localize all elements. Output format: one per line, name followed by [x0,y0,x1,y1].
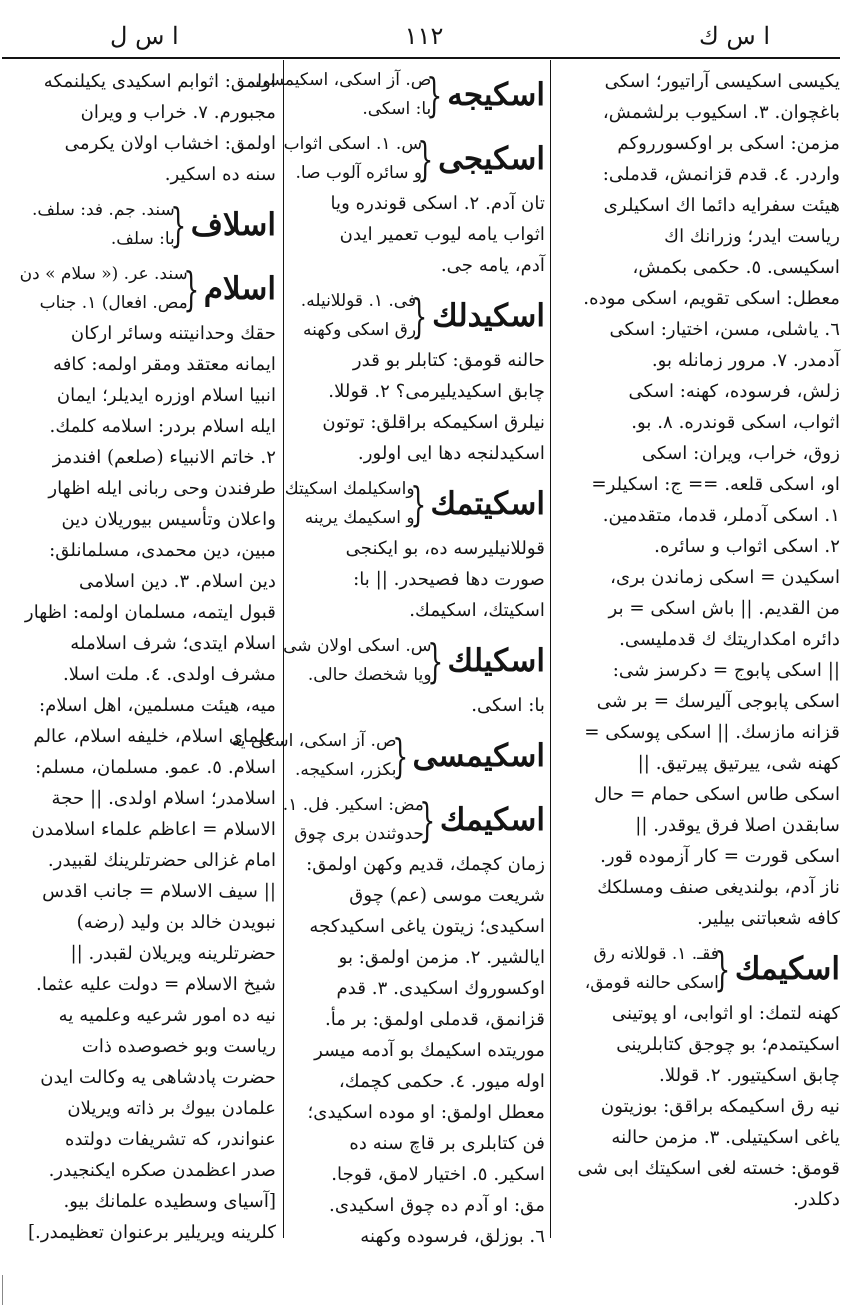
text-block [8,318,276,1248]
text-line: چابق اسکیتیور. ۲. قوللا. [659,1065,840,1086]
page-number: ١١٢ [404,22,444,50]
dictionary-entry [231,727,545,785]
text-line: قزانمق، قدملی اولمق: بر مأ. [324,1009,545,1030]
text-line: نیلرق اسکیمکه براقلق: توتون [322,412,545,433]
text-line: اسکی طاس اسکی حمام = حال [594,784,840,805]
text-line: ویا شخصك حالی. [307,665,432,685]
dictionary-entry [290,287,545,345]
brace-icon: { [391,729,408,783]
text-block [8,66,276,190]
text-line: ص. آز اسکی، اسکیمسی. [250,70,432,90]
text-block [290,188,545,281]
header-left-guide-letters: ا س ل [110,22,179,50]
text-block [556,66,840,934]
text-line: کهنه لتمك: او اثوابی، او پوتینی [611,1003,840,1024]
text-line: مص. افعال) ۱. جناب [39,293,188,313]
text-line: اسلام. ٥. عمو. مسلمان، مسلم: [35,757,276,778]
text-line: ۱. اسکی آدملر، قدما، متقدمین. [602,505,840,526]
text-line: چابق اسکیدیلیرمی؟ ۲. قوللا. [328,381,545,402]
text-line: اسکیسی. ٥. حکمی بکمش، [632,257,840,278]
text-line: زوق، خراب، ویران: اسکی [641,443,840,464]
text-line: باغچوان. ۳. اسکیوب برلشمش، [602,102,840,123]
text-line: کافه شعباتنی بیلیر. [697,908,840,929]
entry-headword: اسکیجه [447,77,545,113]
text-line: ص. آز اسکی، اسکی یه [231,731,397,751]
text-line: اسلامدر؛ اسلام اولدی. || حجة [51,788,276,809]
dictionary-entry [250,66,545,124]
text-line: || اسکی پابوج = دکرسز شی: [612,660,840,681]
text-line: ایمانه معتقد ومقر اولمه: کافه [52,354,276,375]
text-line: صدر اعظمدن صکره ایکنجیدر. [48,1160,276,1181]
text-line: تان آدم. ۲. اسکی قوندره ویا [330,193,545,214]
brace-icon: { [182,262,200,316]
text-line: اولمق: اخشاب اولان یکرمی [64,133,276,154]
text-line: نیه رق اسکیمکه براقق: بوزیتون [600,1096,840,1117]
text-line: من القدیم. || باش اسکی = بر [608,598,840,619]
text-line: نبویدن خالد بن ولید (رضه) [76,912,276,933]
text-line: دکلدر. [793,1189,840,1210]
text-block [556,998,840,1215]
text-line: حالنه قومق: کتابلر بو قدر [352,350,545,371]
text-line: با: سلف. [110,229,175,249]
text-line: ایله اسلام بردر: اسلامه کلمك. [49,416,276,437]
text-line: واردر. ٤. قدم قزانمش، قدملی: [602,164,840,185]
text-line: اسکیدن = اسکی زماندن بری، [610,567,840,588]
brace-icon: { [426,68,443,122]
text-line: ریاست ایدر؛ وزرانك اك [664,226,840,247]
text-line: قوللانیلیرسه ده، بو ایکنجی [345,538,545,559]
text-line: آدمدر. ۷. مرور زمانله بو. [651,350,840,371]
text-line: سنه ده اسکیر. [164,164,276,185]
text-line: مض: اسکیر. فل. ۱. [282,795,424,815]
text-line: قزانه مازسك. || اسکی پوسکی = [584,722,840,743]
text-line: با: اسکی. [471,695,545,716]
text-line: اسکیدلنجه دها ایی اولور. [357,443,545,464]
dictionary-entry [284,475,545,533]
text-line: عنواندر، که تشریفات دولتده [64,1129,276,1150]
dictionary-entry [283,130,545,188]
text-line: قومق: خسته لغی اسکیتك ابی شی [577,1158,840,1179]
text-line: حضرت پادشاهی یه وکالت ایدن [40,1067,276,1088]
entry-headword: اسکیلك [447,643,545,679]
text-line: مق: او آدم ده چوق اسکیدی. [329,1195,545,1216]
text-line: دائره امکداریتك ك قدملیسی. [619,629,840,650]
dictionary-entry [8,196,276,254]
text-line: امام غزالی حضرتلرینك لقبیدر. [47,850,276,871]
brace-icon: { [409,477,426,531]
text-line: مجبورم. ۷. خراب و ویران [80,102,276,123]
text-line: ٦. بوزلق، فرسوده وکهنه [360,1226,545,1247]
text-line: زلش، فرسوده، کهنه: اسکی [628,381,840,402]
text-line: انبیا اسلام اوزره ایدیلر؛ ایمان [56,385,276,406]
brace-icon: { [419,793,436,847]
text-line: اسکیتك، اسکیمك. [409,600,545,621]
text-line: مزمن: اسکی بر اوکسورروکم [617,133,840,154]
text-block [290,533,545,626]
text-line: آدم، یامه جی. [440,255,545,276]
text-line: علمای اسلام، خلیفه اسلام، عالم [33,726,276,747]
entry-headword: اسکیمك [734,951,840,987]
text-line: فقـ. ۱. قوللانه رق [593,944,719,964]
text-line: کهنه شی، ییرتیق پیرتیق. || [637,753,840,774]
column-divider [550,60,551,1238]
text-line: اوکسوروك اسکیدی. ۳. قدم [336,978,545,999]
brace-icon: { [169,198,187,252]
dictionary-entry [556,940,840,998]
text-line: س. اسکی اولان شی [283,636,432,656]
text-line: رق اسکی وکهنه [302,320,417,340]
column-left [8,66,276,1243]
entry-headword: اسلاف [190,207,276,243]
entry-headword: اسکیجی [438,141,545,177]
text-line: نیه ده امور شرعیه وعلمیه یه [58,1005,276,1026]
text-line: شریعت موسی (عم) چوق [349,885,545,906]
text-line: معطل اولمق: او موده اسکیدی؛ [307,1102,545,1123]
entry-headword: اسکیدلك [432,298,545,334]
column-right [556,66,840,1238]
dictionary-entry [8,260,276,318]
text-line: شیخ الاسلام = دولت علیه عثما. [36,974,276,995]
text-line: با: اسکی. [362,99,432,119]
text-line: ریاست وبو خصوصده ذات [81,1036,276,1057]
text-line: ۲. اسکی اثواب و سائره. [654,536,840,557]
text-line: مبین، دین محمدی، مسلمانلق: [49,540,276,561]
text-line: بکزر، اسکیجه. [294,760,397,780]
text-line: اولمق: اثوابم اسکیدی یکیلنمکه [43,71,276,92]
text-line: سند. عر. (« سلام » دن [19,264,188,284]
text-line: میه، هیئت مسلمین، اهل اسلام: [38,695,276,716]
text-line: دین اسلام. ۳. دین اسلامی [79,571,276,592]
text-line: واعلان وتأسیس بیوریلان دین [61,509,276,530]
text-line: معطل: اسکی تقویم، اسکی موده. [583,288,840,309]
text-block [290,345,545,469]
text-line: او، اسکی قلعه. == ج: اسکیلر= [591,474,840,495]
header-rule [2,57,840,59]
entry-headword: اسلام [203,271,276,307]
text-line: حقك وحدانیتنه وسائر ارکان [70,323,276,344]
entry-headword: اسکیمك [439,802,545,838]
text-line: کلرینه ویریلیر برعنوان تعظیمدر.] [27,1222,276,1243]
text-line: ٦. یاشلی، مسن، اختیار: اسکی [609,319,840,340]
text-line: اسکی حالنه قومق، [584,973,719,993]
text-line: س. ۱. اسکی اثواب [283,134,423,154]
text-line: واسکیلمك اسکیتك [284,479,415,499]
text-line: ناز آدم، بولندیغی صنف ومسلکك [597,877,840,898]
entry-headword: اسکیمسی [412,738,545,774]
dictionary-entry [282,791,545,849]
brace-icon: { [714,942,731,996]
text-line: یاغی اسکیتیلی. ۳. مزمن حالنه [611,1127,840,1148]
text-line: اسکیر. ٥. اختیار لامق، قوجا. [331,1164,545,1185]
text-line: || سیف الاسلام = جانب اقدس [42,881,276,902]
text-line: اثواب، اسکی قوندره. ۸. بو. [631,412,840,433]
text-line: علمادن بیوك بر ذاته ویریلان [67,1098,276,1119]
text-line: اوله میور. ٤. حکمی کچمك، [338,1071,545,1092]
text-line: [آسیای وسطیده علمانك بیو. [63,1191,276,1212]
text-line: الاسلام = اعاظم علماء اسلامدن [31,819,276,840]
text-line: مشرف اولدی. ٤. ملت اسلا. [62,664,276,685]
dictionary-entry [283,632,545,690]
text-line: سند. جم. فد: سلف. [31,200,175,220]
text-line: ایالشیر. ۲. مزمن اولمق: بو [338,947,545,968]
text-line: و سائره آلوب صا. [295,163,423,183]
text-line: حضرتلرینه ویریلان لقبدر. || [70,943,276,964]
text-line: اثواب یامه لیوب تعمیر ایدن [339,224,545,245]
text-line: یکیسی اسکیسی آراتیور؛ اسکی [604,71,840,92]
text-line: اسکیدی؛ زیتون یاغی اسکیدکجه [309,916,545,937]
text-line: سابقدن اصلا فرق یوقدر. || [635,815,840,836]
page-header [0,0,848,62]
text-line: اسلام ایتدی؛ شرف اسلامله [70,633,276,654]
text-line: فن کتابلری بر قاچ سنه ده [349,1133,545,1154]
text-line: فی. ۱. قوللانیله. [300,291,417,311]
margin-mark [2,1275,11,1305]
brace-icon: { [417,132,434,186]
text-line: موریتده اسکیمك بو آدمه میسر [314,1040,545,1061]
text-line: صورت دها فصیحدر. || با: [353,569,545,590]
brace-icon: { [411,289,428,343]
text-line: طرفندن وحی ربانی ایله اظهار [48,478,276,499]
text-line: و اسکیمك یرینه [304,508,415,528]
text-line: حدوثندن بری چوق [294,824,424,844]
header-right-guide-letters: ا س ك [698,22,770,50]
text-block [290,849,545,1252]
text-line: ۲. خاتم الانبیاء (صلعم) افندمز [52,447,276,468]
text-line: هیئت سفرایه دائما اك اسکیلری [603,195,840,216]
text-line: زمان کچمك، قدیم وکهن اولمق: [306,854,545,875]
text-line: اسکیتمدم؛ بو چوجق کتابلرینی [616,1034,840,1055]
entry-headword: اسکیتمك [430,486,545,522]
text-line: اسکی پابوجی آلیرسك = بر شی [596,691,840,712]
text-line: قبول ایتمه، مسلمان اولمه: اظهار [24,602,276,623]
brace-icon: { [426,634,443,688]
text-line: اسکی قورت = کار آزموده قور. [600,846,840,867]
